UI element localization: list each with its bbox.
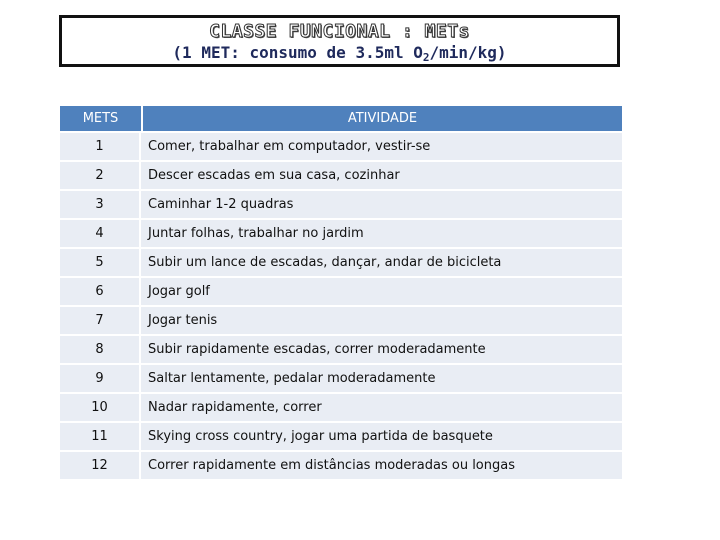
mets-value: 4 — [60, 220, 141, 249]
page-subtitle — [62, 43, 617, 68]
activity-text: Saltar lentamente, pedalar moderadamente — [141, 365, 622, 394]
page-title: CLASSE FUNCIONAL : METs — [209, 21, 470, 42]
mets-value: 7 — [60, 307, 141, 336]
table-row — [60, 133, 622, 162]
table-row — [60, 249, 622, 278]
table-row — [60, 307, 622, 336]
subtitle-suffix: /min/kg) — [429, 43, 507, 62]
activity-text: Skying cross country, jogar uma partida de basquete — [141, 423, 622, 452]
header-atividade: ATIVIDADE — [141, 106, 622, 133]
activity-text: Nadar rapidamente, correr — [141, 394, 622, 423]
activity-text: Descer escadas em sua casa, cozinhar — [141, 162, 622, 191]
activity-text: Jogar tenis — [141, 307, 622, 336]
activity-text: Correr rapidamente em distâncias moderadas ou longas — [141, 452, 622, 481]
subtitle-prefix: (1 MET: consumo de 3.5ml O — [172, 43, 423, 62]
mets-value: 3 — [60, 191, 141, 220]
header-mets: METS — [60, 106, 141, 133]
mets-table — [60, 106, 622, 481]
activity-text: Subir rapidamente escadas, correr moderadamente — [141, 336, 622, 365]
activity-text: Juntar folhas, trabalhar no jardim — [141, 220, 622, 249]
mets-value: 1 — [60, 133, 141, 162]
table-row — [60, 365, 622, 394]
table-row — [60, 452, 622, 481]
table-body — [60, 133, 622, 481]
activity-text: Subir um lance de escadas, dançar, andar de bicicleta — [141, 249, 622, 278]
table-row — [60, 423, 622, 452]
table-row — [60, 162, 622, 191]
mets-value: 11 — [60, 423, 141, 452]
table-header-row — [60, 106, 622, 133]
table-row — [60, 336, 622, 365]
activity-text: Comer, trabalhar em computador, vestir-se — [141, 133, 622, 162]
mets-value: 2 — [60, 162, 141, 191]
table-row — [60, 220, 622, 249]
subtitle-subscript: 2 — [422, 51, 430, 64]
table-row — [60, 394, 622, 423]
mets-value: 10 — [60, 394, 141, 423]
table-row — [60, 191, 622, 220]
mets-value: 9 — [60, 365, 141, 394]
mets-value: 5 — [60, 249, 141, 278]
mets-value: 6 — [60, 278, 141, 307]
title-box — [59, 15, 620, 67]
table-row — [60, 278, 622, 307]
mets-value: 12 — [60, 452, 141, 481]
activity-text: Caminhar 1-2 quadras — [141, 191, 622, 220]
activity-text: Jogar golf — [141, 278, 622, 307]
mets-value: 8 — [60, 336, 141, 365]
